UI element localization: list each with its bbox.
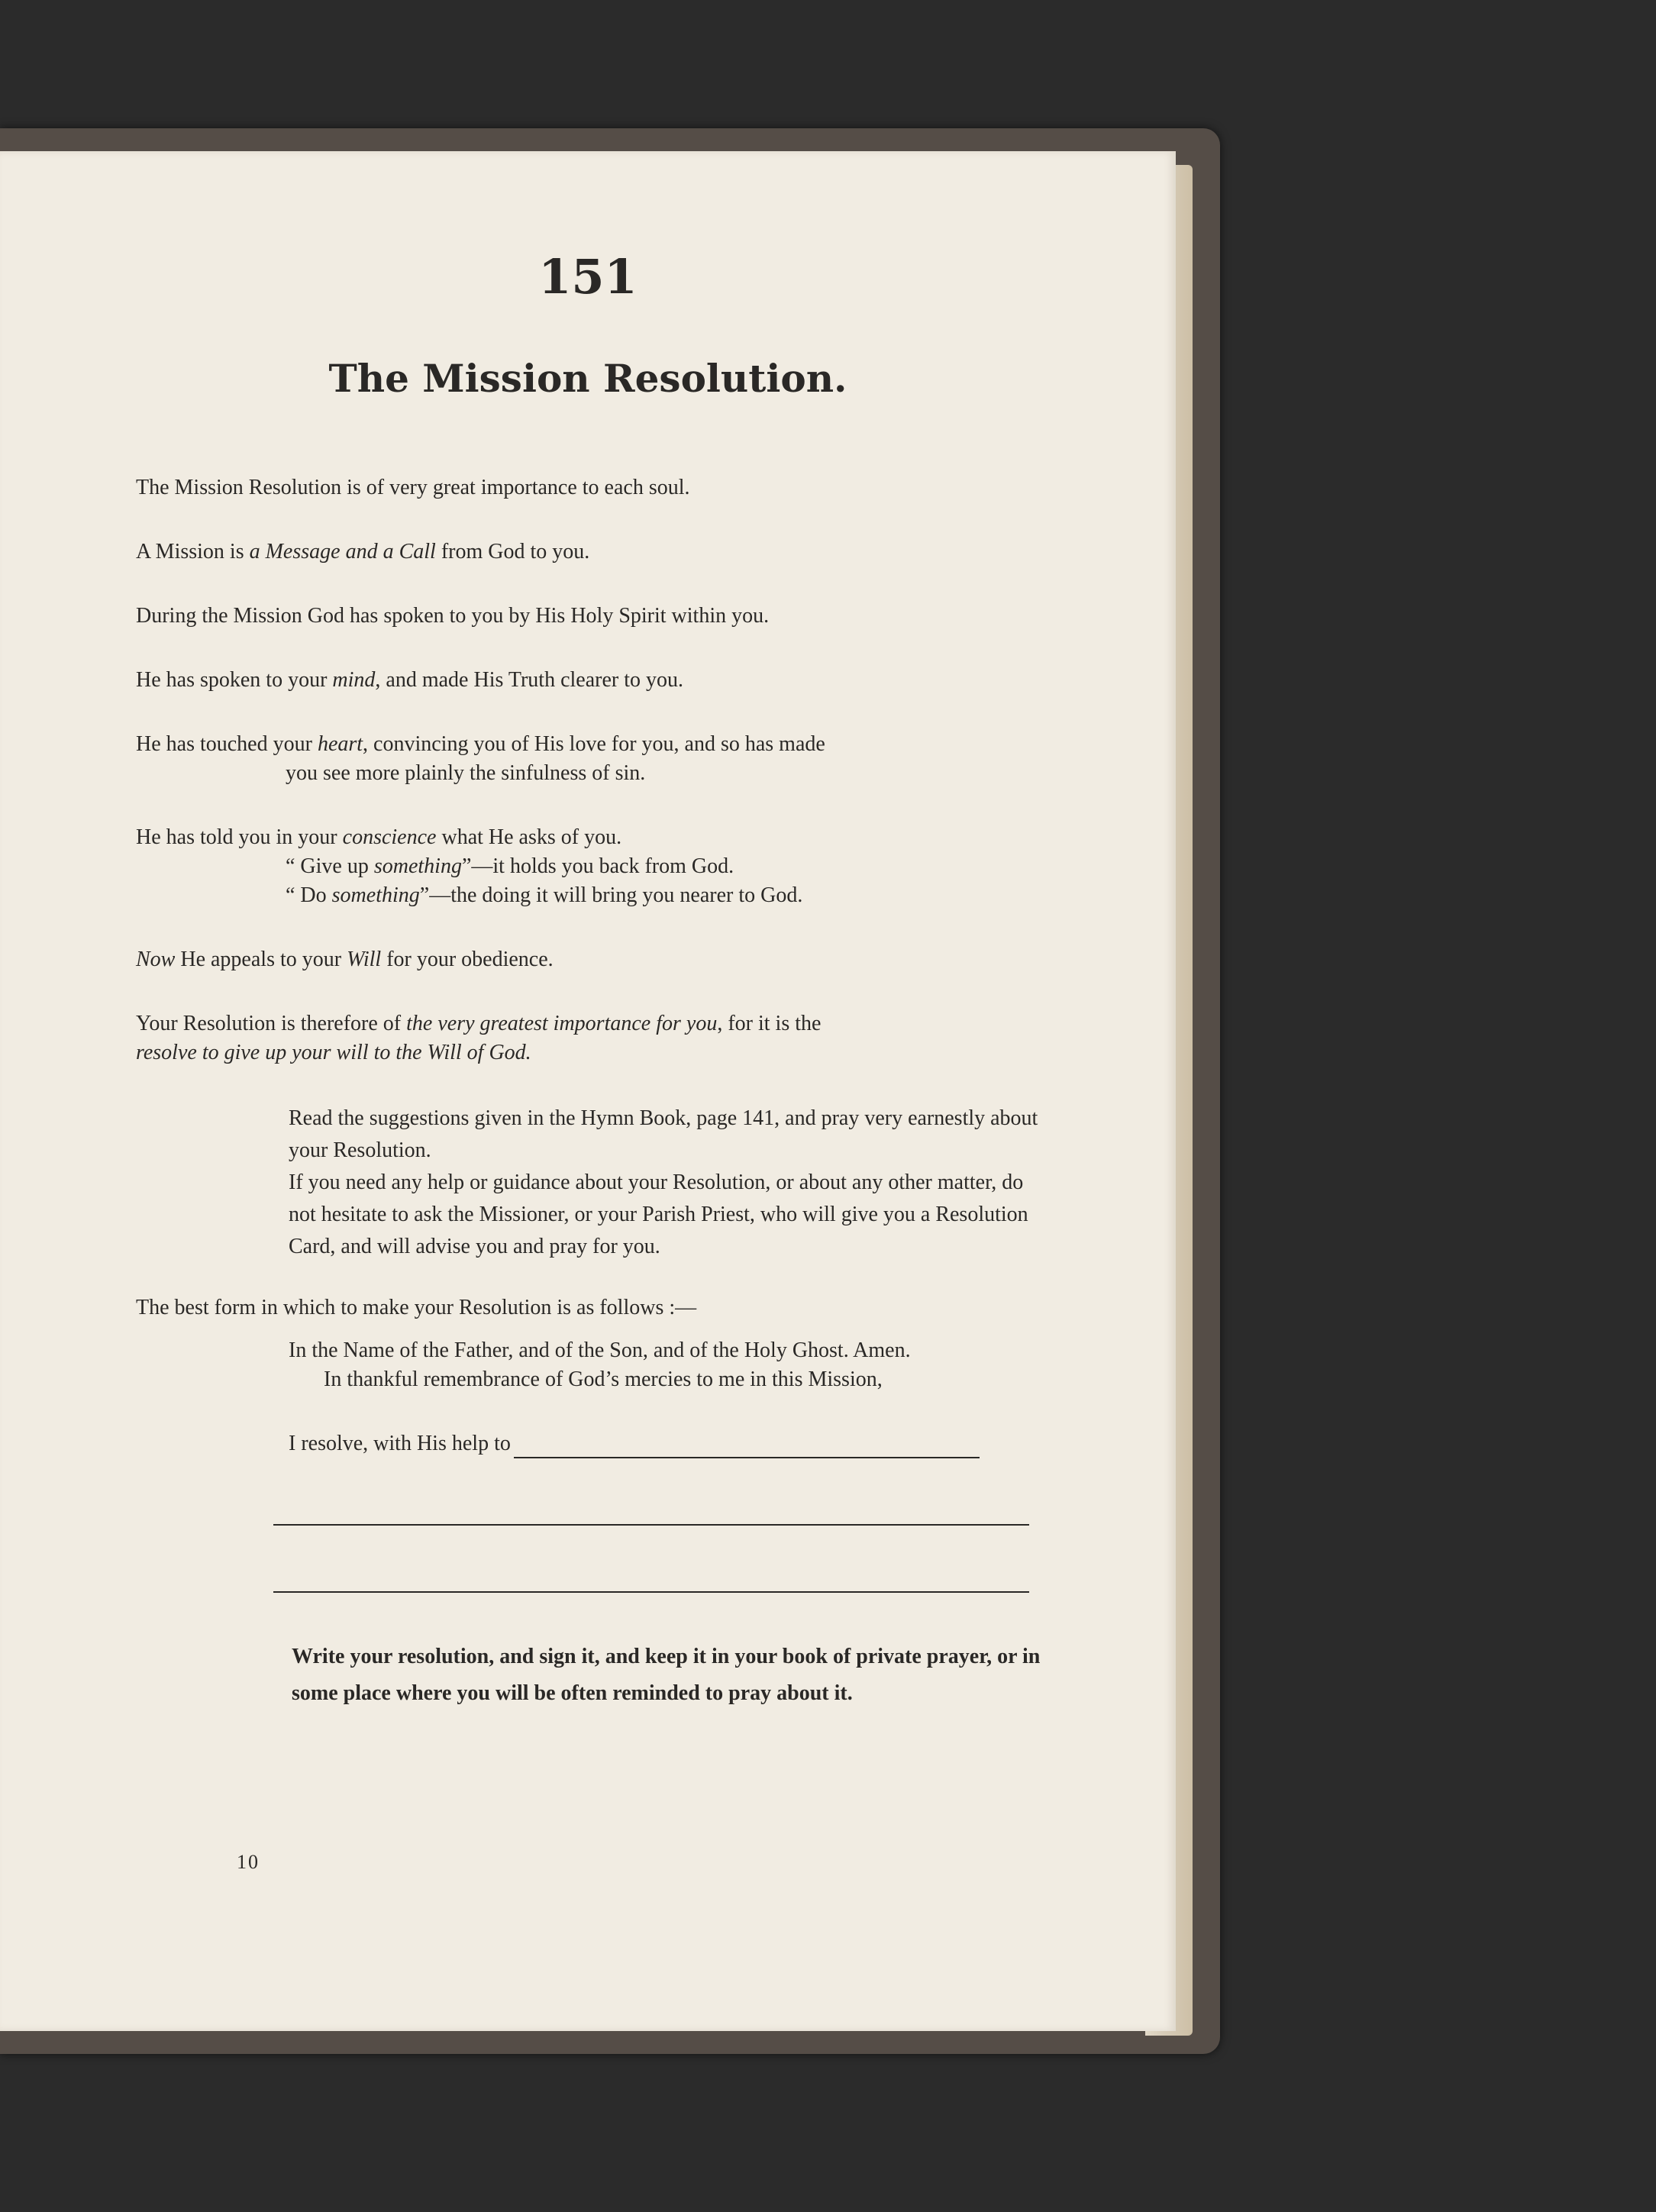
body-text	[136, 473, 1041, 1712]
text: ”—the doing it will bring you nearer to God.	[419, 883, 803, 907]
text: you see more plainly the sinfulness of sin.	[286, 761, 646, 785]
text: what He asks of you.	[436, 825, 622, 849]
text-emphasis: something	[373, 854, 462, 878]
text-emphasis: resolve to give up your will to the Will of God.	[136, 1041, 531, 1064]
text-emphasis: mind	[332, 668, 376, 692]
paragraph-message	[136, 538, 1037, 567]
paragraph-importance	[136, 473, 1037, 502]
paragraph-will	[136, 945, 1037, 974]
form-invocation: In the Name of the Father, and of the Son, and of the Holy Ghost. Amen.	[289, 1339, 911, 1362]
conscience-line-3	[136, 883, 802, 907]
text: for your obedience.	[381, 948, 554, 971]
text-emphasis: heart	[317, 732, 363, 756]
paragraph-conscience	[136, 823, 1037, 910]
text: ”—it holds you back from God.	[461, 854, 734, 878]
text-emphasis: Now	[136, 948, 176, 971]
text: During the Mission God has spoken to you by His Holy Spirit within you.	[136, 604, 770, 628]
text: , convincing you of His love for you, and so has made	[363, 732, 825, 756]
blank-line-1	[273, 1524, 1029, 1526]
paragraph-mind	[136, 666, 1037, 695]
text-emphasis: the very greatest importance for you	[406, 1012, 718, 1035]
text: “ Give up	[286, 854, 374, 878]
text: He has told you in your	[136, 825, 343, 849]
closing-note: Write your resolution, and sign it, and keep it in your book of private prayer, or in some place where you will be often reminded to pray about it.	[292, 1645, 1041, 1705]
guidance-block	[289, 1103, 1052, 1263]
text: from God to you.	[435, 540, 590, 563]
form-remembrance: In thankful remembrance of God’s mercies to me in this Mission,	[324, 1368, 883, 1391]
text: “ Do	[286, 883, 332, 907]
resolve-label: I resolve, with His help to	[289, 1432, 511, 1455]
text: Your Resolution is therefore of	[136, 1012, 407, 1035]
paragraph-heart	[136, 730, 1037, 788]
text: He has touched your	[136, 732, 318, 756]
text-emphasis: a Message and a Call	[249, 540, 436, 563]
text-emphasis: conscience	[342, 825, 437, 849]
paragraph-spoken	[136, 602, 1037, 631]
paragraph-resolution-importance	[136, 1009, 1037, 1067]
text: He appeals to your	[175, 948, 347, 971]
conscience-line-2	[136, 854, 734, 878]
text: , and made His Truth clearer to you.	[375, 668, 683, 692]
text: If you need any help or guidance about your Resolution, or about any other matter, do not hesitate to ask the Missioner, or your Parish Priest, who will give you a Resolution Card, and will advise you and pray for you.	[289, 1171, 1028, 1258]
resolve-line	[136, 1429, 1037, 1458]
hymn-title: The Mission Resolution.	[328, 356, 847, 401]
text: A Mission is	[136, 540, 250, 563]
hymn-number: 151	[538, 249, 638, 305]
text: He has spoken to your	[136, 668, 333, 692]
text: Read the suggestions given in the Hymn Book, page 141, and pray very earnestly about your Resolution.	[289, 1106, 1038, 1162]
form-intro: The best form in which to make your Resolution is as follows :—	[136, 1296, 697, 1319]
blank-line-2	[273, 1591, 1029, 1593]
resolve-blank	[514, 1439, 980, 1458]
text: , for it is the	[717, 1012, 822, 1035]
text-emphasis: something	[331, 883, 420, 907]
page-number: 10	[237, 1851, 260, 1873]
text: The Mission Resolution is of very great importance to each soul.	[136, 476, 690, 499]
text-emphasis: Will	[347, 948, 382, 971]
